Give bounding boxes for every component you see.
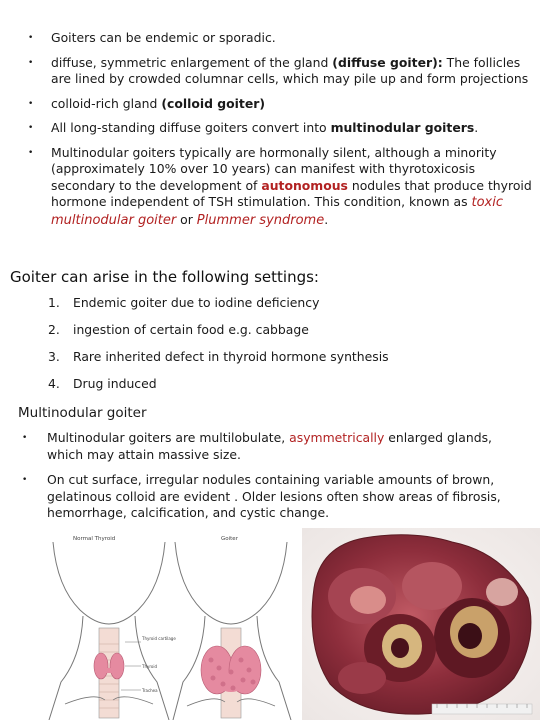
list-item xyxy=(22,30,534,47)
bullet-glyph: • xyxy=(22,475,28,485)
gross-specimen-photo xyxy=(302,528,540,720)
item-number: 3. xyxy=(48,349,60,364)
bold-term: multinodular goiters xyxy=(330,120,475,135)
callout-thyroid: Thyroid xyxy=(142,664,157,669)
bullet-text: diffuse, symmetric enlargement of the gland xyxy=(51,54,333,70)
item-text: Endemic goiter due to iodine deficiency xyxy=(73,295,320,310)
list-item xyxy=(22,55,534,88)
bullet-glyph: • xyxy=(28,98,34,109)
item-text: Drug induced xyxy=(73,376,157,391)
label-normal-thyroid: Normal Thyroid xyxy=(73,536,116,542)
multinodular-bullet-list xyxy=(16,430,521,531)
list-item xyxy=(22,145,534,230)
goiter-figure xyxy=(173,542,291,720)
top-bullet-list xyxy=(22,30,534,237)
bullet-text: . xyxy=(474,120,479,135)
highlight-term: autonomous xyxy=(261,177,348,193)
bullet-text: colloid-rich gland xyxy=(51,95,162,111)
bullet-glyph: • xyxy=(28,123,34,133)
list-item xyxy=(48,376,389,403)
bullet-text: Goiters can be endemic or sporadic. xyxy=(51,30,276,45)
item-text: Rare inherited defect in thyroid hormone synthesis xyxy=(73,349,389,364)
bullet-text: Multinodular goiters typically are hormonally silent, although a minority (approximately 10% over 10 years) can manifest with thyrotoxicosis secondary to the development of xyxy=(51,144,497,193)
item-text: ingestion of certain food e.g. cabbage xyxy=(73,322,309,337)
highlight-term: asymmetrically xyxy=(289,430,385,445)
bold-term: (colloid goiter) xyxy=(161,95,266,111)
bullet-text: or xyxy=(176,211,197,227)
settings-list xyxy=(48,295,389,403)
bullet-text: enlarged glands, which may attain massive size. xyxy=(47,430,492,462)
callout-thyroid-cartilage: Thyroid cartilage xyxy=(142,636,176,641)
list-item xyxy=(48,349,389,376)
list-item xyxy=(48,322,389,349)
normal-thyroid-figure xyxy=(49,542,169,720)
bullet-text: Multinodular goiters are multilobulate, xyxy=(47,430,290,445)
bold-term: (diffuse goiter): xyxy=(332,54,443,70)
bullet-glyph: • xyxy=(28,33,34,43)
item-number: 1. xyxy=(48,295,60,310)
list-item xyxy=(22,96,534,113)
bullet-text: The follicles are lined by crowded columnar cells, which may pile up and form projections xyxy=(51,54,529,86)
list-item xyxy=(48,295,389,322)
item-number: 2. xyxy=(48,322,60,337)
list-item xyxy=(16,430,521,463)
bullet-glyph: • xyxy=(22,433,28,443)
bullet-glyph: • xyxy=(28,147,34,158)
settings-heading: Goiter can arise in the following settings: xyxy=(10,268,319,286)
list-item xyxy=(16,472,521,522)
thyroid-illustration xyxy=(45,532,295,720)
label-goiter: Goiter xyxy=(221,536,238,542)
bullet-text: On cut surface, irregular nodules containing variable amounts of brown, gelatinous colloid are evident . Older lesions often show areas of fibrosis, hemorrhage, calcification, and cystic change. xyxy=(47,472,501,520)
bullet-text: nodules that produce thyroid hormone independent of TSH stimulation. This condition, known as xyxy=(51,177,532,209)
highlight-term-italic: Plummer syndrome xyxy=(196,212,325,228)
item-number: 4. xyxy=(48,376,60,391)
list-item xyxy=(22,120,534,137)
multinodular-heading: Multinodular goiter xyxy=(18,405,147,421)
highlight-term-italic: toxic multinodular goiter xyxy=(51,195,503,228)
bullet-glyph: • xyxy=(28,57,34,68)
callout-trachea: Trachea xyxy=(142,688,158,693)
bullet-text: All long-standing diffuse goiters convert into xyxy=(51,120,331,135)
bullet-text: . xyxy=(324,211,329,227)
